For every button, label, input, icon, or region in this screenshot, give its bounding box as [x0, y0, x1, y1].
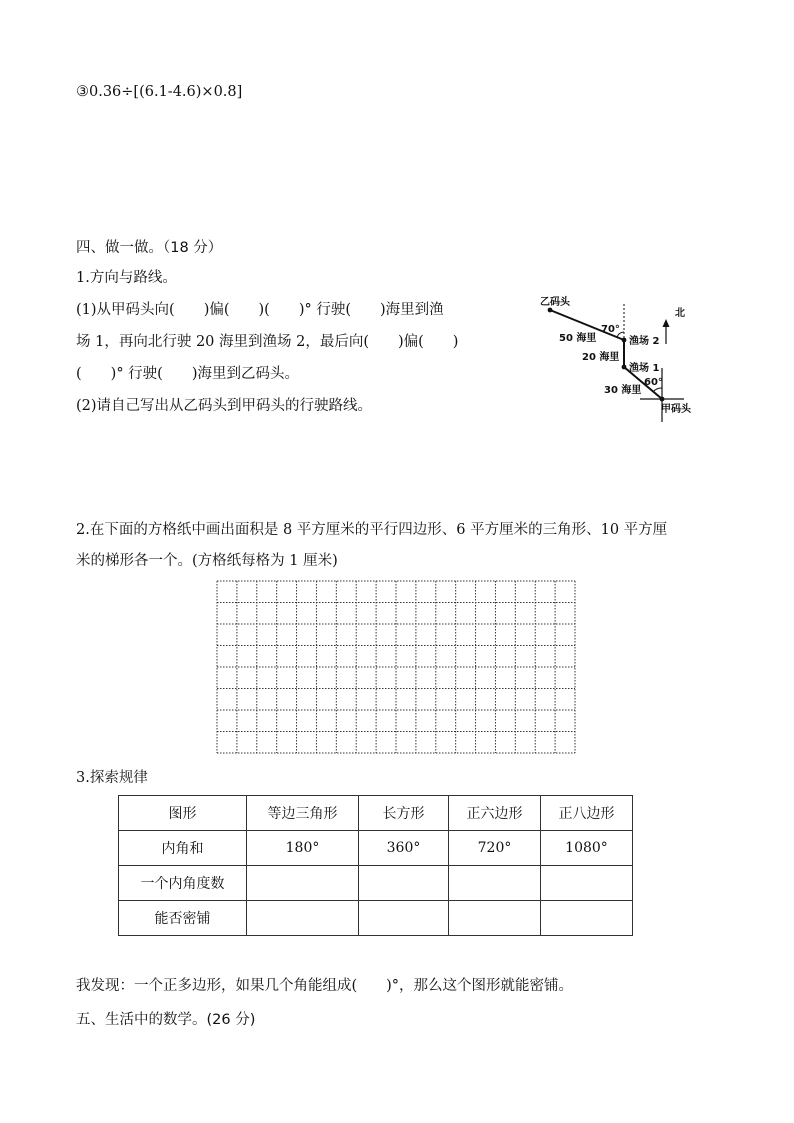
- table-cell: 180°: [247, 831, 359, 866]
- problem-3: ③0.36÷[(6.1-4.6)×0.8]: [76, 84, 243, 100]
- route-map-svg: [536, 288, 706, 428]
- q1-line-3: ( )° 行驶( )海里到乙码头。: [76, 366, 299, 382]
- table-cell[interactable]: [247, 866, 359, 901]
- table-row-header: 一个内角度数: [119, 866, 247, 901]
- section-4-title: 四、做一做。（18 分）: [76, 240, 223, 256]
- table-cell: 长方形: [359, 796, 449, 831]
- label-yi-pier: 乙码头: [540, 297, 570, 308]
- label-north: 北: [675, 308, 685, 319]
- q2-line-2: 米的梯形各一个。(方格纸每格为 1 厘米): [76, 553, 338, 569]
- route-map-diagram: [536, 288, 706, 428]
- q3-title: 3.探索规律: [76, 770, 148, 786]
- label-distance-50: 50 海里: [559, 333, 597, 344]
- table-row-header: 能否密铺: [119, 901, 247, 936]
- table-cell[interactable]: [449, 901, 541, 936]
- grid-paper[interactable]: [216, 580, 576, 754]
- grid-paper-svg: [216, 580, 576, 754]
- q3-finding: 我发现：一个正多边形，如果几个角能组成( )°，那么这个图形就能密铺。: [76, 978, 574, 994]
- point-fishery-1: [622, 365, 627, 370]
- table-row-header: 图形: [119, 796, 247, 831]
- table-row: [119, 831, 633, 866]
- q1-title: 1.方向与路线。: [76, 270, 177, 286]
- point-fishery-2: [622, 338, 627, 343]
- section-5-title: 五、生活中的数学。(26 分): [76, 1012, 256, 1028]
- table-cell: 720°: [449, 831, 541, 866]
- q1-line-1: (1)从甲码头向( )偏( )( )° 行驶( )海里到渔: [76, 302, 444, 318]
- table-cell[interactable]: [541, 901, 633, 936]
- table-cell[interactable]: [359, 901, 449, 936]
- table-cell: 360°: [359, 831, 449, 866]
- table-row-header: 内角和: [119, 831, 247, 866]
- table-cell: 正六边形: [449, 796, 541, 831]
- pattern-table: [118, 795, 633, 936]
- table-cell[interactable]: [247, 901, 359, 936]
- label-angle-60: 60°: [644, 377, 663, 388]
- table-row: [119, 796, 633, 831]
- q1-line-4: (2)请自己写出从乙码头到甲码头的行驶路线。: [76, 398, 373, 414]
- point-jia-pier: [660, 397, 665, 402]
- q1-line-2: 场 1，再向北行驶 20 海里到渔场 2，最后向( )偏( ): [76, 334, 459, 350]
- table-cell[interactable]: [449, 866, 541, 901]
- table-cell: 等边三角形: [247, 796, 359, 831]
- q2-line-1: 2.在下面的方格纸中画出面积是 8 平方厘米的平行四边形、6 平方厘米的三角形、10 平方厘: [76, 522, 668, 538]
- table-row: [119, 901, 633, 936]
- label-distance-30: 30 海里: [604, 385, 642, 396]
- table-row: [119, 866, 633, 901]
- label-angle-70: 70°: [601, 324, 620, 335]
- table-cell[interactable]: [359, 866, 449, 901]
- table-cell[interactable]: [541, 866, 633, 901]
- north-arrow-icon: [663, 319, 670, 327]
- label-distance-20: 20 海里: [582, 352, 620, 363]
- table-cell: 正八边形: [541, 796, 633, 831]
- table-cell: 1080°: [541, 831, 633, 866]
- point-yi-pier: [548, 308, 553, 313]
- label-fishery-1: 渔场 1: [629, 363, 660, 374]
- label-jia-pier: 甲码头: [661, 404, 691, 415]
- label-fishery-2: 渔场 2: [629, 336, 660, 347]
